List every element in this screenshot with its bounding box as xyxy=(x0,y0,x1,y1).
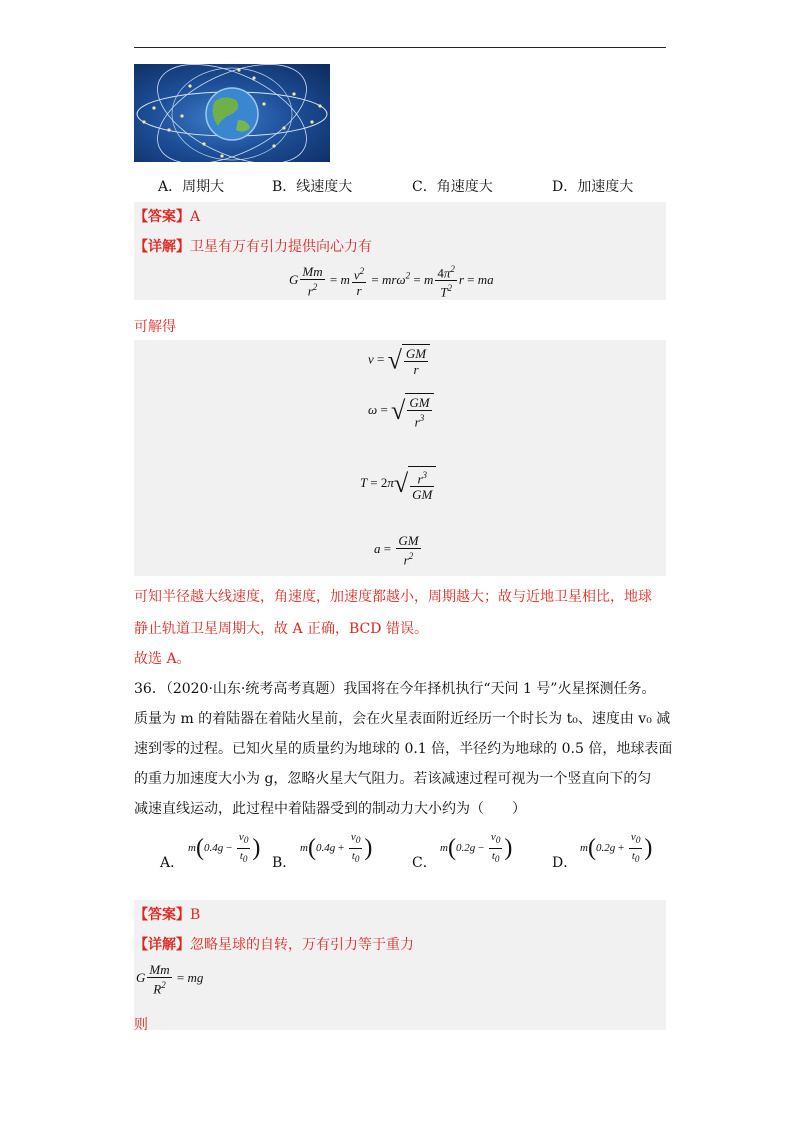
answer-1: 【答案】A xyxy=(134,209,201,225)
choose-text: 故选 A。 xyxy=(134,651,191,667)
detail-1: 【详解】卫星有万有引力提供向心力有 xyxy=(134,239,372,255)
conclusion-line-2: 静止轨道卫星周期大，故 A 正确，BCD 错误。 xyxy=(134,621,428,637)
option-c[interactable]: C．角速度大 xyxy=(412,179,493,195)
question-36-line-5: 减速直线运动，此过程中着陆器受到的制动力大小约为（ ） xyxy=(134,801,526,817)
option-a[interactable]: A．周期大 xyxy=(158,179,225,195)
formula-a: a = $\frac{GM}{r^2}$ xyxy=(374,533,419,568)
header-rule xyxy=(134,47,666,48)
answer-2: 【答案】B xyxy=(134,907,201,923)
formula-omega: ω = √ $\frac{GM}{r^3}$ xyxy=(368,393,434,429)
formula-t: T = 2π√ $\frac{r^3}{GM}$ xyxy=(360,466,436,502)
gravity-equation: G $\frac{Mm}{r^2}$ = m $\frac{v^2}{r}$ = mrω$^2$ = m $\frac{4\pi^2}{T^2}$ r = ma xyxy=(289,263,494,300)
detail-2: 【详解】忽略星球的自转，万有引力等于重力 xyxy=(134,937,414,953)
document-page: A．周期大 B．线速度大 C．角速度大 D．加速度大 【答案】A 【详解】卫星有万有引力提供向心力有 G $\frac{Mm}{r^2}$ = m $\frac{v^2}{r}$ = mrω$^2$ = m $\frac{4\pi^2}{T^2}$ r = ma 可解得 v = √ $\frac{GM}{r}$ ω = √ $\frac{GM}{r^3}$ T = 2π√ $\frac{r^3}{GM}$ a = $\frac{GM}{r^2}$ 可知半径越大线速度，角速度，加速度都越小，周期越大；故与近地卫星相比，地球 静止轨道卫星周期大，故 A 正确，BCD 错误。 故选 A。 36．（2020·山东·统考高考真题）我国将在今年择机执行“天问 1 号”火星探测任务。 质量为 m 的着陆器在着陆火星前，会在火星表面附近经历一个时长为 t₀、速度由 v₀ 减 速到零的过程。已知火星的质量约为地球的 0.1 倍，半径约为地球的 0.5 倍，地球表面 的重力加速度大小为 g，忽略火星大气阻力。若该减速过程可视为一个竖直向下的匀 减速直线运动，此过程中着陆器受到的制动力大小约为（ ） A． m(0.4g − $\frac{v_0}{t_0}$ ) B． m(0.4g + $\frac{v_0}{t_0}$ ) C． m(0.2g − $\frac{v_0}{t_0}$ ) D． m(0.2g + $\frac{v_0}{t_0}$ ) 【答案】B 【详解】忽略星球的自转，万有引力等于重力 G $\frac{Mm}{R^2}$ = mg 则 xyxy=(0,0,800,1132)
question-36-line-4: 的重力加速度大小为 g，忽略火星大气阻力。若该减速过程可视为一个竖直向下的匀 xyxy=(134,771,652,787)
solve-text: 可解得 xyxy=(134,319,176,335)
question-36-line-3: 速到零的过程。已知火星的质量约为地球的 0.1 倍，半径约为地球的 0.5 倍，地球表面 xyxy=(134,741,673,757)
answer-box-2 xyxy=(134,900,666,1030)
formula-v: v = √ $\frac{GM}{r}$ xyxy=(368,344,430,377)
satellite-orbit-image xyxy=(134,64,330,162)
question-36-line-1: 36．（2020·山东·统考高考真题）我国将在今年择机执行“天问 1 号”火星探测任务。 xyxy=(134,681,656,697)
then-text: 则 xyxy=(134,1017,148,1033)
option-b[interactable]: B．线速度大 xyxy=(272,179,353,195)
question-36-line-2: 质量为 m 的着陆器在着陆火星前，会在火星表面附近经历一个时长为 t₀、速度由 v₀ 减 xyxy=(134,711,671,727)
q35-options xyxy=(0,176,800,196)
option-d[interactable]: D．加速度大 xyxy=(552,179,634,195)
conclusion-line-1: 可知半径越大线速度，角速度，加速度都越小，周期越大；故与近地卫星相比，地球 xyxy=(134,589,652,605)
gravity-equals-weight: G $\frac{Mm}{R^2}$ = mg xyxy=(136,962,204,997)
